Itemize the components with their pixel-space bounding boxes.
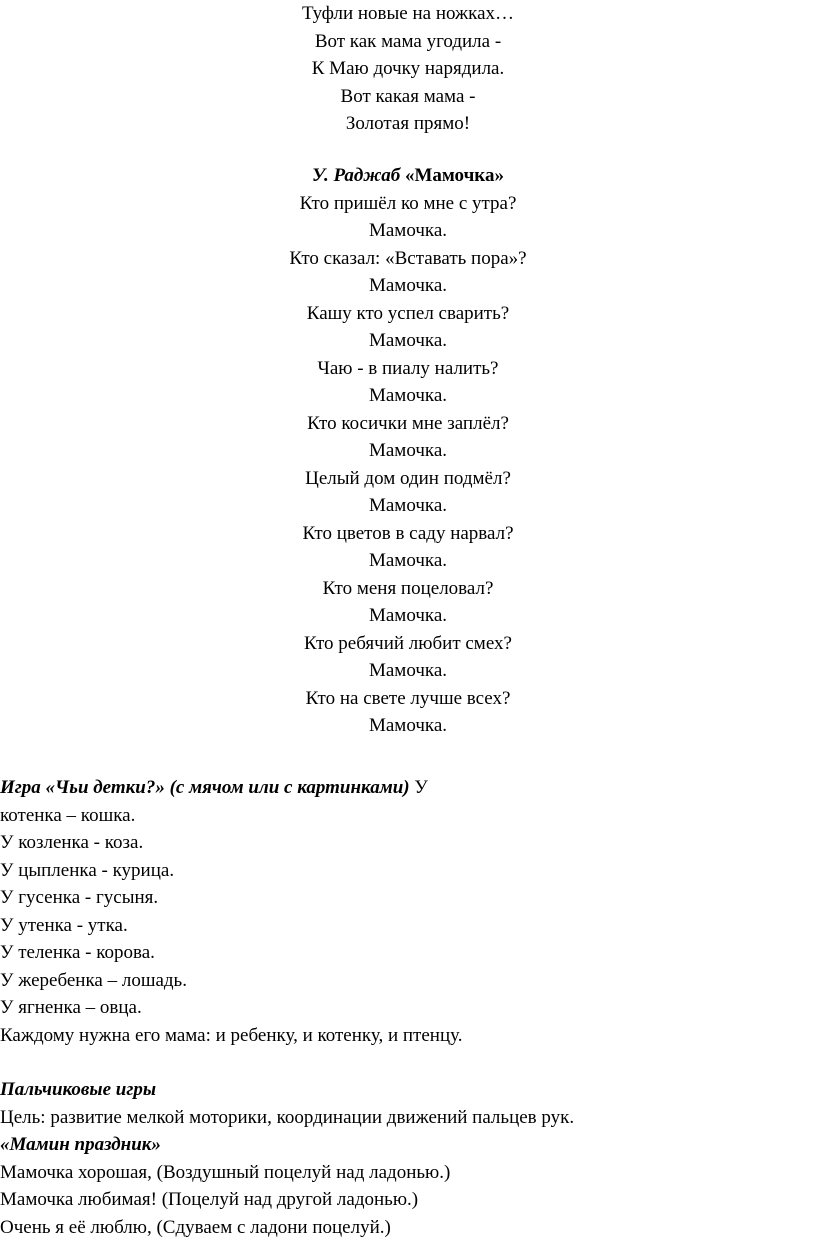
game-line: котенка – кошка. xyxy=(0,804,136,826)
poem-line: Мамочка. xyxy=(368,440,448,461)
game-line: У жеребенка – лошадь. xyxy=(0,969,187,991)
poem2-title: «Мамочка» xyxy=(404,165,504,186)
poem2 xyxy=(0,162,816,740)
poem-line: Кто на свете лучше всех? xyxy=(305,687,511,709)
poem-line: Кто меня поцеловал? xyxy=(322,577,494,599)
poem-line: Золотая прямо! xyxy=(345,113,471,134)
poem-line: Кто пришёл ко мне с утра? xyxy=(299,192,517,214)
poem-line: Мамочка. xyxy=(368,220,448,241)
game-line: У цыпленка - курица. xyxy=(0,859,175,881)
finger-games-goal: Цель: развитие мелкой моторики, координации движений пальцев рук. xyxy=(0,1106,575,1128)
game-line: У ягненка – овца. xyxy=(0,997,142,1018)
poem-line: Вот какая мама - xyxy=(340,85,476,107)
finger-games-subtitle: «Мамин праздник» xyxy=(0,1134,161,1155)
poem-line: Кто ребячий любит смех? xyxy=(304,632,512,654)
poem-line: Кашу кто успел сварить? xyxy=(306,302,510,324)
game-line: У утенка - утка. xyxy=(0,914,128,936)
poem-line: Кто сказал: «Вставать пора»? xyxy=(289,247,527,269)
finger-game-line: Мамочка любимая! (Поцелуй над другой ладонью.) xyxy=(0,1189,419,1210)
poem-line: Чаю - в пиалу налить? xyxy=(317,357,499,379)
poem-line: Мамочка. xyxy=(368,275,448,296)
poem-line: Мамочка. xyxy=(368,330,448,351)
poem-line: Мамочка. xyxy=(368,495,448,516)
finger-game-line: Мамочка хорошая, (Воздушный поцелуй над ладонью.) xyxy=(0,1161,451,1183)
game-first-word: У xyxy=(409,777,428,798)
poem2-author: У. Раджаб xyxy=(312,165,401,186)
poem-line: Вот как мама угодила - xyxy=(314,30,502,52)
finger-games-title: Пальчиковые игры xyxy=(0,1079,157,1100)
game-section xyxy=(0,774,816,1049)
game-title: Игра «Чьи детки?» (с мячом или с картинками) xyxy=(0,777,410,798)
game-line: Каждому нужна его мама: и ребенку, и котенку, и птенцу. xyxy=(0,1024,463,1046)
finger-game-line: Очень я её люблю, (Сдуваем с ладони поцелуй.) xyxy=(0,1216,391,1238)
poem1-ending xyxy=(0,0,816,138)
poem-line: Мамочка. xyxy=(368,550,448,571)
game-line: У козленка - коза. xyxy=(0,832,144,853)
poem-line: Целый дом один подмёл? xyxy=(305,467,511,489)
poem-line: К Маю дочку нарядила. xyxy=(311,58,505,79)
poem-line: Кто косички мне заплёл? xyxy=(307,412,509,434)
poem-line: Мамочка. xyxy=(368,660,448,681)
finger-games-section xyxy=(0,1076,816,1241)
game-line: У теленка - корова. xyxy=(0,942,155,963)
game-line: У гусенка - гусыня. xyxy=(0,887,159,908)
poem-line: Мамочка. xyxy=(368,605,448,626)
poem-line: Мамочка. xyxy=(368,385,448,406)
poem-line: Туфли новые на ножках… xyxy=(301,3,515,24)
poem2-heading xyxy=(0,162,816,190)
poem-line: Мамочка. xyxy=(368,715,448,736)
poem-line: Кто цветов в саду нарвал? xyxy=(302,522,514,544)
game-heading xyxy=(0,774,816,802)
